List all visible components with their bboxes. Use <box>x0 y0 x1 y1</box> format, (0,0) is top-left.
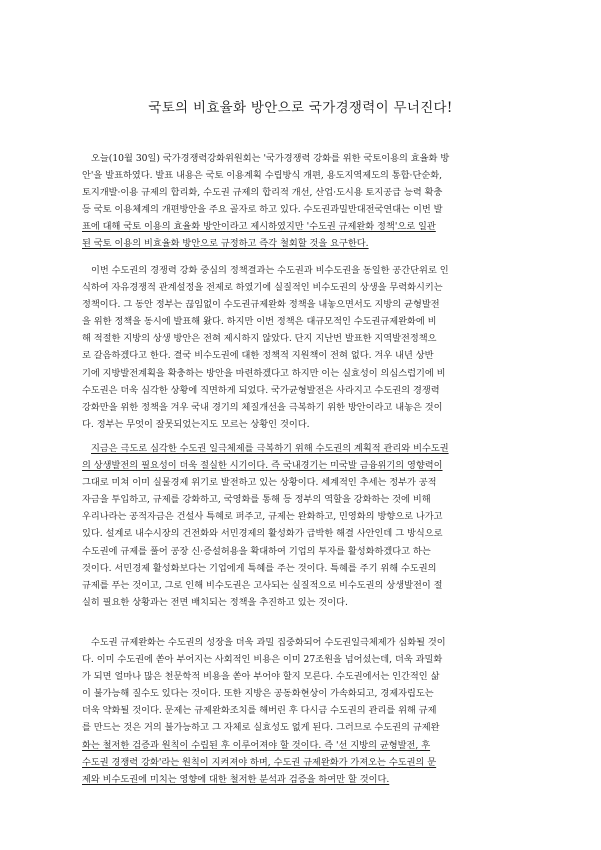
text-line: 안'을 발표하였다. 발표 내용은 국토 이용계획 수립방식 개편, 용도지역제도의 통합·단순화, <box>82 170 442 182</box>
text-line: 강화만을 위한 정책을 겨우 국내 경기의 체질개선을 극복하기 위한 방안이라고 내놓은 것이 <box>82 401 443 413</box>
text-line: 이번 수도권의 경쟁력 강화 중심의 정책결과는 수도권과 비수도권을 동일한 공간단위로 인 <box>91 265 449 276</box>
text-line: 화는 철저한 검증과 원칙이 수립된 후 이루어져야 할 것이다. 즉 '선 지방의 균형발전, 후 <box>82 739 431 751</box>
text-line: 기에 지방발전계획을 확충하는 방안을 마련하겠다고 하지만 이는 실효성이 의심스럽기에 비 <box>82 367 446 379</box>
paragraph-3 <box>82 440 522 611</box>
text-line: 오늘(10월 30일) 국가경쟁력강화위원회는 '국가경쟁력 강화를 위한 국토이용의 효율화 방 <box>91 153 450 164</box>
text-line: 제와 비수도권에 미치는 영향에 대한 철저한 분석과 검증을 하여만 할 것이다. <box>82 773 390 785</box>
text-line: 가 되면 얼마나 많은 천문학적 비용을 쏟아 부어야 할지 모른다. 수도권에서는 인간적인 삶 <box>82 671 440 683</box>
text-line: 를 만드는 것은 거의 불가능하고 그 자체로 실효성도 없게 된다. 그러므로 수도권의 규제완 <box>82 722 440 734</box>
text-line: 것이다. 서민경제 활성화보다는 기업에게 특혜를 주는 것이다. 특혜를 주기 위해 수도권의 <box>82 562 437 574</box>
paragraph-1 <box>82 150 522 253</box>
text-line: 등 국토 이용체계의 개편방안을 주요 골자로 하고 있다. 수도권과밀반대전국연대는 이번 발 <box>82 204 443 216</box>
text-line: 로 갈음하겠다고 한다. 결국 비수도권에 대한 정책적 지원책이 전혀 없다. 겨우 내년 상반 <box>82 350 434 362</box>
text-line: 실히 필요한 상황과는 전면 배치되는 정책을 추진하고 있는 것이다. <box>82 596 348 608</box>
text-line: 정책이다. 그 동안 정부는 끊임없이 수도권규제완화 정책을 내놓으면서도 지방의 균형발전 <box>82 299 440 311</box>
text-line: 된 국토 이용의 비효율화 방안으로 규정하고 즉각 철회할 것을 요구한다. <box>82 238 369 250</box>
text-line: 수도권 경쟁력 강화'라는 원칙이 지켜져야 하며, 수도권 규제완화가 가져오는 수도권의 문 <box>82 756 437 768</box>
text-line: 수도권에 규제를 풀어 공장 신·증설허용을 확대하여 기업의 투자를 활성화하겠다고 하는 <box>82 545 431 557</box>
text-line: 더욱 약화될 것이다. 문제는 규제완화조치를 해버린 후 다시금 수도권의 관리를 위해 규제 <box>82 705 437 717</box>
text-line: 다. 정부는 무엇이 잘못되었는지도 모르는 상황인 것이다. <box>82 418 310 430</box>
text-line: 규제를 푸는 것이고, 그로 인해 비수도권은 고사되는 실질적으로 비수도권의 상생발전이 절 <box>82 579 443 591</box>
text-line: 자금을 투입하고, 규제를 강화하고, 국영화를 통해 등 정부의 역할을 강화하는 것에 비해 <box>82 494 431 506</box>
text-line: 의 상생발전의 필요성이 더욱 절실한 시기이다. 즉 국내경기는 미국발 금융위기의 영향력이 <box>82 460 443 472</box>
text-line: 식하여 자유경쟁적 관계설정을 전제로 하였기에 실질적인 비수도권의 상생을 무력화시키는 <box>82 282 443 294</box>
text-line: 있다. 설계로 내수시장의 건전화와 서민경제의 활성화가 급박한 해결 사안인데 그 방식으로 <box>82 528 443 540</box>
text-line: 지금은 극도로 심각한 수도권 일극체제를 극복하기 위해 수도권의 계획적 관리와 비수도권 <box>91 443 449 454</box>
text-line: 이 불가능해 질수도 있다는 것이다. 또한 지방은 공동화현상이 가속화되고, 경제자립도는 <box>82 688 434 700</box>
text-line: 해 적절한 지방의 상생 방안은 전혀 제시하지 않았다. 단지 지난번 발표한 지역발전정책으 <box>82 333 437 345</box>
document-title: 국토의 비효율화 방안으로 국가경쟁력이 무너진다! <box>148 100 453 116</box>
text-line: 수도권 규제완화는 수도권의 성장을 더욱 과밀 집중화되어 수도권일극체제가 심화될 것이 <box>91 637 446 648</box>
text-line: 표에 대해 국토 이용의 효율화 방안이라고 제시하였지만 '수도권 규제완화 정책'으로 일관 <box>82 221 436 233</box>
text-line: 을 위한 정책을 동시에 발표해 왔다. 하지만 이번 정책은 대규모적인 수도권규제완화에 비 <box>82 316 437 328</box>
text-line: 수도권은 더욱 심각한 상황에 직면하게 되었다. 국가균형발전은 사라지고 수도권의 경쟁력 <box>82 384 440 396</box>
text-line: 그대로 미쳐 이미 실물경제 위기로 발전하고 있는 상황이다. 세계적인 추세는 정부가 공적 <box>82 477 437 489</box>
text-line: 토지개발·이용 규제의 합리화, 수도권 규제의 합리적 개선, 산업·도시용 토지공급 능력 확충 <box>82 187 443 199</box>
paragraph-2 <box>82 262 522 433</box>
paragraph-4 <box>82 634 522 788</box>
text-line: 우리나라는 공적자금은 건설사 특혜로 퍼주고, 규제는 완화하고, 민영화의 방향으로 나가고 <box>82 511 443 523</box>
text-line: 다. 이미 수도권에 쏟아 부어지는 사회적인 비용은 이미 27조원을 넘어섰는데, 더욱 과밀화 <box>82 654 443 666</box>
